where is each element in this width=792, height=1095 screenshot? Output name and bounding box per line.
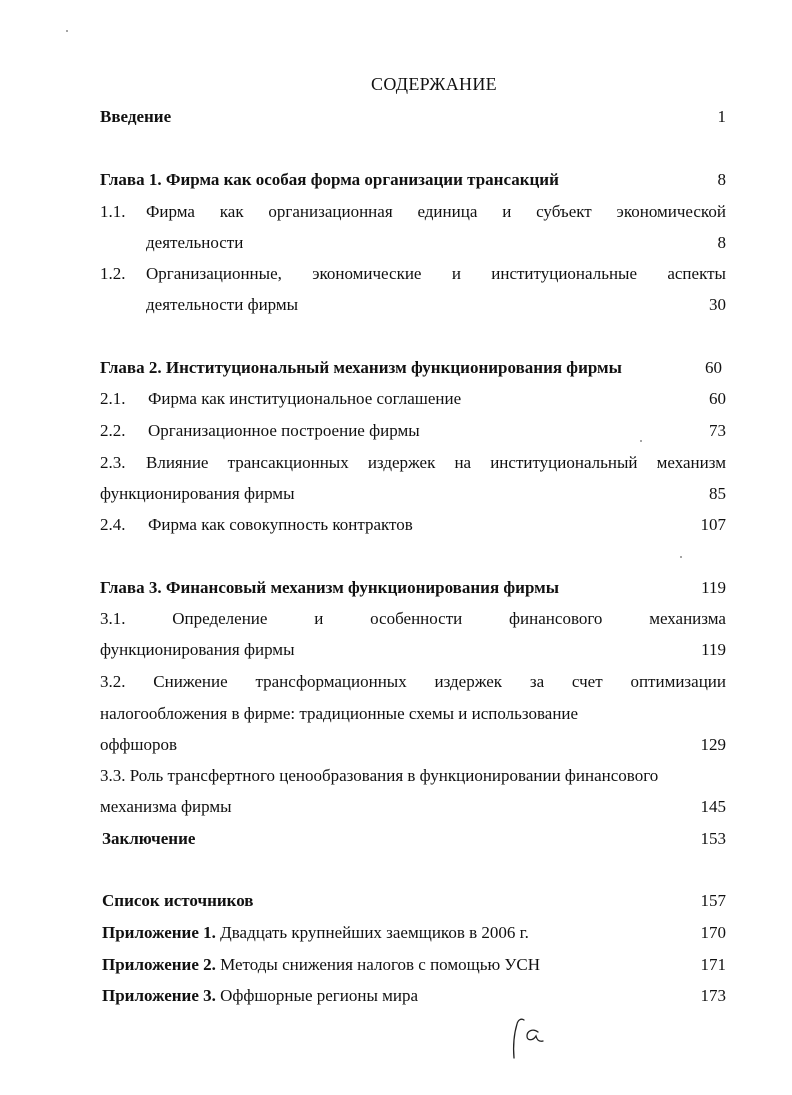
page-title: СОДЕРЖАНИЕ: [371, 74, 497, 94]
scan-speck: [66, 30, 68, 32]
s11-word: единица: [417, 202, 478, 221]
s31-word: финансового: [509, 609, 603, 628]
s21-page: 60: [709, 389, 726, 408]
s21-num: 2.1.: [100, 389, 126, 408]
s32-word: оптимизации: [630, 672, 726, 691]
s23-word: Влияние: [146, 453, 209, 472]
s11-word: субъект: [536, 202, 592, 221]
s12-line2: деятельности фирмы: [146, 295, 299, 314]
s23-page: 85: [709, 484, 726, 503]
s12-line1: [146, 264, 726, 284]
app1-label: Приложение 1.: [102, 923, 216, 942]
app1-line: [102, 923, 529, 943]
app3-label: Приложение 3.: [102, 986, 216, 1005]
s23-num: 2.3.: [100, 453, 126, 472]
chapter1-page: 8: [717, 170, 726, 189]
s32-word: Снижение: [153, 672, 228, 691]
s32-line3: оффшоров: [100, 735, 178, 754]
s11-word: как: [219, 202, 244, 221]
s33-line1: 3.3. Роль трансфертного ценообразования в функционировании финансового: [100, 766, 659, 785]
s31-word: особенности: [370, 609, 463, 628]
app2-page: 171: [700, 955, 726, 974]
s31-word: 3.1.: [100, 609, 126, 628]
app3-text: Оффшорные регионы мира: [215, 986, 419, 1005]
s31-line1: [100, 609, 726, 629]
s32-page: 129: [700, 735, 726, 754]
s12-word: экономические: [312, 264, 422, 283]
s32-word: издержек: [434, 672, 503, 691]
sources-label: Список источников: [102, 891, 254, 910]
s11-num: 1.1.: [100, 202, 126, 221]
app2-line: [102, 955, 540, 975]
s31-line2: функционирования фирмы: [100, 640, 295, 659]
s32-word: за: [529, 672, 545, 691]
s21-text: Фирма как институциональное соглашение: [148, 389, 462, 408]
s12-page: 30: [709, 295, 726, 314]
conclusion-page: 153: [700, 829, 726, 848]
scan-speck: [680, 556, 682, 558]
handwritten-page-mark: [508, 1014, 548, 1060]
s24-text: Фирма как совокупность контрактов: [148, 515, 413, 534]
intro-page: 1: [717, 107, 726, 126]
s12-word: институциональные: [491, 264, 638, 283]
s22-page: 73: [709, 421, 726, 440]
app3-line: [102, 986, 418, 1006]
s11-word: Фирма: [146, 202, 195, 221]
s12-word: аспекты: [667, 264, 726, 283]
s11-word: экономической: [616, 202, 726, 221]
s33-page: 145: [700, 797, 726, 816]
s32-word: счет: [571, 672, 603, 691]
s31-word: Определение: [172, 609, 268, 628]
chapter2-page: 60: [705, 358, 722, 377]
s31-word: механизма: [649, 609, 726, 628]
chapter2-heading: Глава 2. Институциональный механизм функционирования фирмы: [100, 358, 622, 377]
conclusion-label: Заключение: [102, 829, 196, 848]
s24-page: 107: [700, 515, 726, 534]
s32-line1: [100, 672, 726, 692]
chapter3-page: 119: [701, 578, 726, 597]
s12-num: 1.2.: [100, 264, 126, 283]
s23-word: издержек: [367, 453, 436, 472]
app2-text: Методы снижения налогов с помощью УСН: [215, 955, 541, 974]
s11-word: организационная: [268, 202, 393, 221]
s22-num: 2.2.: [100, 421, 126, 440]
app1-page: 170: [700, 923, 726, 942]
s23-word: институциональный: [490, 453, 638, 472]
s11-line2: деятельности: [146, 233, 244, 252]
s31-word: и: [314, 609, 324, 628]
s23-line2: функционирования фирмы: [100, 484, 295, 503]
s12-word: и: [451, 264, 461, 283]
s32-line2: налогообложения в фирме: традиционные схемы и использование: [100, 704, 579, 723]
s31-page: 119: [701, 640, 726, 659]
chapter3-heading: Глава 3. Финансовый механизм функционирования фирмы: [100, 578, 560, 597]
app1-text: Двадцать крупнейших заемщиков в 2006 г.: [215, 923, 529, 942]
s23-word: механизм: [656, 453, 726, 472]
s22-text: Организационное построение фирмы: [148, 421, 420, 440]
app3-page: 173: [700, 986, 726, 1005]
s32-word: трансформационных: [255, 672, 407, 691]
s23-line1: [146, 453, 726, 473]
scan-speck: [640, 440, 642, 442]
s11-page: 8: [717, 233, 726, 252]
s11-word: и: [502, 202, 512, 221]
s33-line2: механизма фирмы: [100, 797, 232, 816]
s12-word: Организационные,: [146, 264, 282, 283]
sources-page: 157: [700, 891, 726, 910]
s23-word: трансакционных: [227, 453, 349, 472]
s24-num: 2.4.: [100, 515, 126, 534]
app2-label: Приложение 2.: [102, 955, 216, 974]
intro-label: Введение: [100, 107, 172, 126]
s32-word: 3.2.: [100, 672, 126, 691]
chapter1-heading: Глава 1. Фирма как особая форма организации трансакций: [100, 170, 559, 189]
s23-word: на: [454, 453, 472, 472]
s11-line1: [146, 202, 726, 222]
